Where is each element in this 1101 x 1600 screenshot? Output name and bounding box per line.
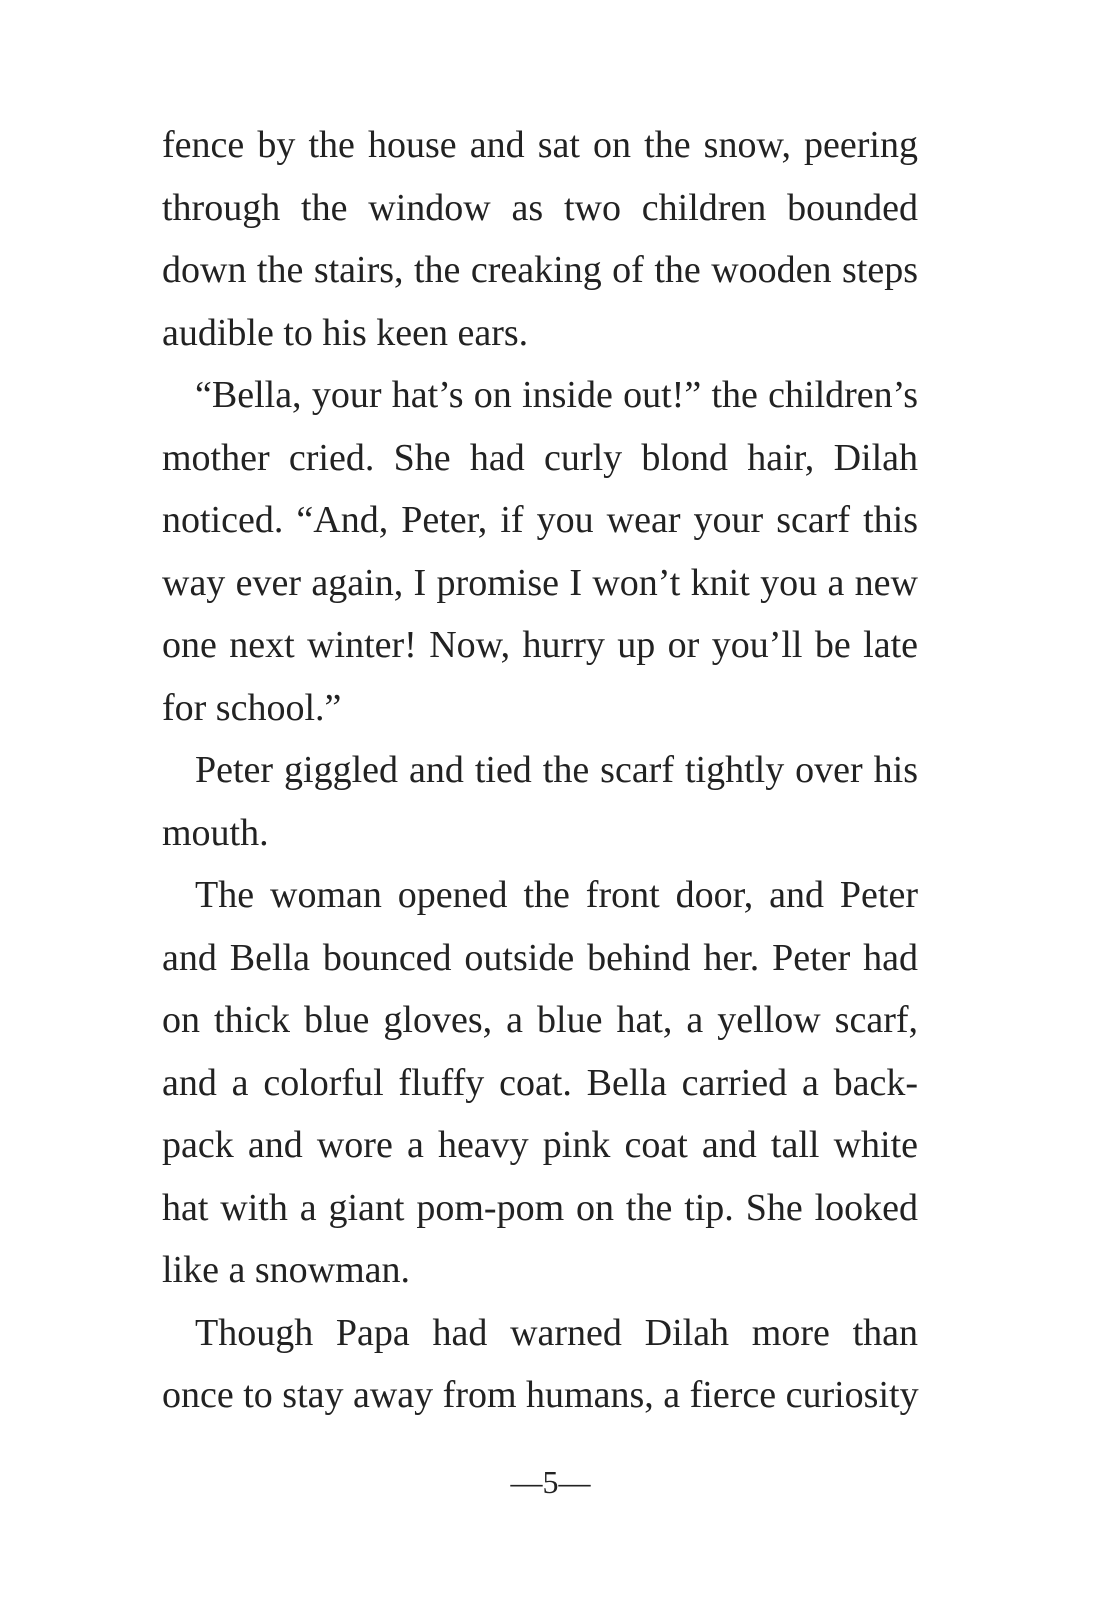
text-line: for school.”	[162, 686, 342, 729]
text-line: mother cried. She had curly blond hair, Dilah	[162, 436, 918, 479]
text-line: through the window as two children bounded	[162, 186, 918, 229]
text-line: mouth.	[162, 811, 269, 854]
text-line: and Bella bounced outside behind her. Peter had	[162, 936, 918, 979]
text-line: Peter giggled and tied the scarf tightly over his	[195, 749, 918, 791]
text-line: on thick blue gloves, a blue hat, a yellow scarf,	[162, 999, 918, 1041]
text-line: like a snowman.	[162, 1249, 411, 1291]
page-number: —5—	[510, 1464, 591, 1500]
text-line: way ever again, I promise I won’t knit you a new	[162, 561, 918, 604]
text-line: audible to his keen ears.	[162, 311, 529, 354]
text-line: and a colorful fluffy coat. Bella carried a back-	[162, 1061, 918, 1104]
text-line: hat with a giant pom-pom on the tip. She looked	[162, 1186, 918, 1229]
text-line: pack and wore a heavy pink coat and tall white	[162, 1124, 918, 1166]
text-line: down the stairs, the creaking of the wooden steps	[162, 249, 918, 291]
text-line: noticed. “And, Peter, if you wear your scarf this	[162, 499, 918, 541]
text-line: Though Papa had warned Dilah more than	[195, 1311, 918, 1354]
text-line: fence by the house and sat on the snow, peering	[162, 124, 918, 166]
text-line: “Bella, your hat’s on inside out!” the children’s	[195, 374, 918, 416]
body-text	[162, 114, 918, 1427]
text-line: once to stay away from humans, a fierce curiosity	[162, 1374, 919, 1416]
text-line: one next winter! Now, hurry up or you’ll be late	[162, 624, 918, 666]
text-line: The woman opened the front door, and Peter	[195, 874, 918, 916]
